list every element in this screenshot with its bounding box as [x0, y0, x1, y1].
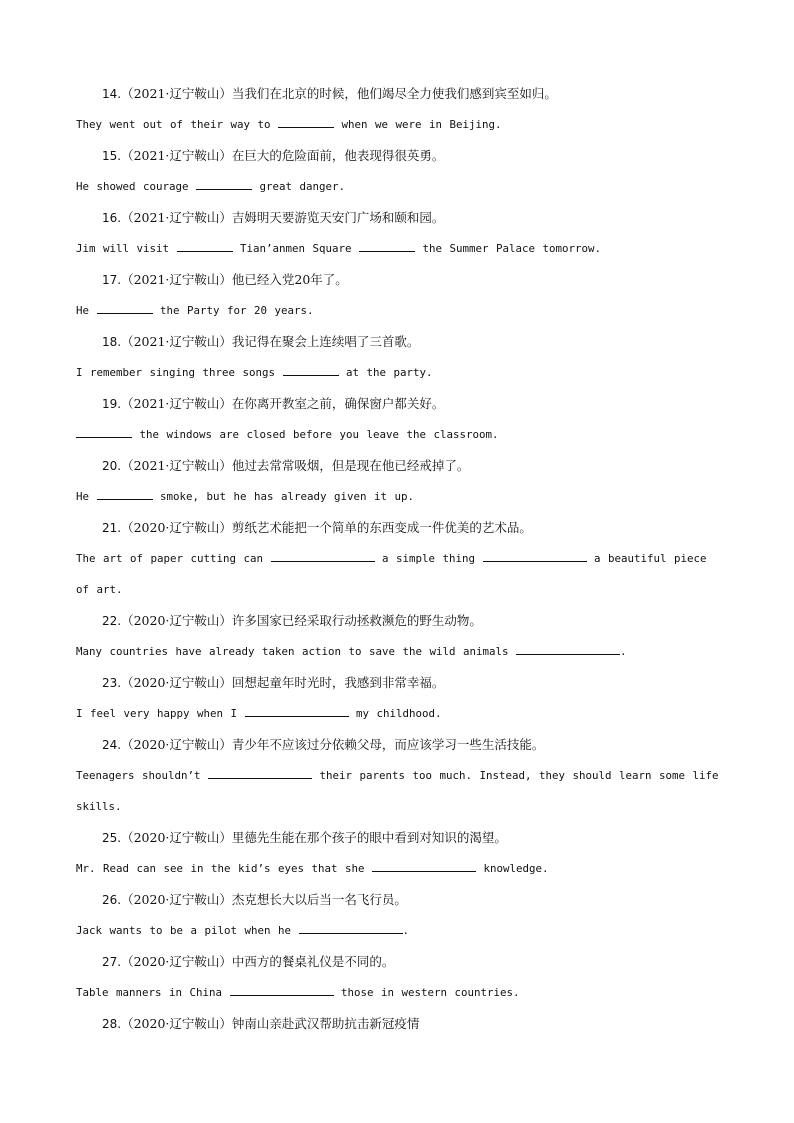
- question-source: （2020·辽宁鞍山）: [121, 892, 232, 907]
- question-number: 22.: [102, 614, 122, 628]
- question-number: 15.: [102, 149, 122, 163]
- question-source: （2021·辽宁鞍山）: [121, 210, 232, 225]
- question-prompt: [76, 822, 726, 853]
- english-text: .: [620, 645, 627, 658]
- question-14: [76, 78, 726, 140]
- question-english: [76, 109, 726, 140]
- english-text: those in western countries.: [333, 986, 520, 999]
- answer-blank[interactable]: [97, 303, 153, 314]
- question-source: （2020·辽宁鞍山）: [121, 1016, 232, 1031]
- question-english: [76, 853, 726, 884]
- english-text: He showed courage: [76, 180, 197, 193]
- answer-blank[interactable]: [372, 861, 476, 872]
- question-chinese: 在你离开教室之前，确保窗户都关好。: [231, 396, 445, 411]
- question-number: 23.: [102, 676, 122, 690]
- question-prompt: [76, 729, 726, 760]
- question-prompt: [76, 202, 726, 233]
- english-text: their parents too much. Instead, they should learn some life skills.: [76, 769, 719, 813]
- english-text: the Party for 20 years.: [152, 304, 314, 317]
- question-24: [76, 729, 726, 822]
- question-18: [76, 326, 726, 388]
- english-text: the windows are closed before you leave the classroom.: [132, 428, 499, 441]
- question-number: 16.: [102, 211, 122, 225]
- answer-blank[interactable]: [245, 706, 349, 717]
- question-chinese: 当我们在北京的时候，他们竭尽全力使我们感到宾至如归。: [231, 86, 557, 101]
- answer-blank[interactable]: [283, 365, 339, 376]
- question-28: [76, 1008, 726, 1039]
- question-number: 28.: [102, 1017, 122, 1031]
- answer-blank[interactable]: [299, 923, 403, 934]
- answer-blank[interactable]: [97, 489, 153, 500]
- question-19: [76, 388, 726, 450]
- question-source: （2020·辽宁鞍山）: [121, 613, 232, 628]
- answer-blank[interactable]: [271, 551, 375, 562]
- english-text: Jack wants to be a pilot when he: [76, 924, 299, 937]
- question-source: （2021·辽宁鞍山）: [121, 334, 232, 349]
- question-source: （2020·辽宁鞍山）: [121, 830, 232, 845]
- english-text: when we were in Beijing.: [334, 118, 502, 131]
- answer-blank[interactable]: [516, 644, 620, 655]
- question-prompt: [76, 667, 726, 698]
- english-text: The art of paper cutting can: [76, 552, 271, 565]
- question-english: [76, 977, 726, 1008]
- english-text: at the party.: [338, 366, 433, 379]
- answer-blank[interactable]: [208, 768, 312, 779]
- question-number: 21.: [102, 521, 122, 535]
- english-text: great danger.: [252, 180, 346, 193]
- english-text: my childhood.: [348, 707, 442, 720]
- question-number: 25.: [102, 831, 122, 845]
- english-text: They went out of their way to: [76, 118, 279, 131]
- question-chinese: 回想起童年时光时，我感到非常幸福。: [231, 675, 445, 690]
- question-source: （2020·辽宁鞍山）: [121, 520, 232, 535]
- english-text: I remember singing three songs: [76, 366, 283, 379]
- question-chinese: 青少年不应该过分依赖父母，而应该学习一些生活技能。: [231, 737, 545, 752]
- question-number: 26.: [102, 893, 122, 907]
- question-prompt: [76, 946, 726, 977]
- question-source: （2020·辽宁鞍山）: [121, 675, 232, 690]
- answer-blank[interactable]: [196, 179, 252, 190]
- question-source: （2021·辽宁鞍山）: [121, 458, 232, 473]
- answer-blank[interactable]: [483, 551, 587, 562]
- question-english: [76, 481, 726, 512]
- question-english: [76, 543, 726, 605]
- question-number: 18.: [102, 335, 122, 349]
- question-16: [76, 202, 726, 264]
- english-text: .: [402, 924, 410, 937]
- question-number: 27.: [102, 955, 122, 969]
- answer-blank[interactable]: [278, 117, 334, 128]
- english-text: Mr. Read can see in the kid’s eyes that she: [76, 862, 373, 875]
- question-number: 17.: [102, 273, 122, 287]
- question-chinese: 在巨大的危险面前，他表现得很英勇。: [231, 148, 445, 163]
- english-text: a simple thing: [374, 552, 483, 565]
- english-text: the Summer Palace tomorrow.: [415, 242, 602, 255]
- question-chinese: 他过去常常吸烟，但是现在他已经戒掉了。: [231, 458, 470, 473]
- english-text: Many countries have already taken action to save the wild animals: [76, 645, 517, 658]
- question-chinese: 我记得在聚会上连续唱了三首歌。: [231, 334, 420, 349]
- question-english: [76, 357, 726, 388]
- question-prompt: [76, 326, 726, 357]
- question-english: [76, 915, 726, 946]
- english-text: a beautiful piece of art.: [76, 552, 707, 596]
- question-number: 14.: [102, 87, 122, 101]
- question-15: [76, 140, 726, 202]
- question-prompt: [76, 450, 726, 481]
- question-chinese: 钟南山亲赴武汉帮助抗击新冠疫情: [231, 1016, 420, 1031]
- question-english: [76, 295, 726, 326]
- question-prompt: [76, 605, 726, 636]
- question-number: 24.: [102, 738, 122, 752]
- question-source: （2020·辽宁鞍山）: [121, 954, 232, 969]
- english-text: Teenagers shouldn’t: [76, 769, 209, 782]
- question-prompt: [76, 140, 726, 171]
- question-chinese: 里德先生能在那个孩子的眼中看到对知识的渴望。: [231, 830, 507, 845]
- question-chinese: 他已经入党20年了。: [231, 272, 348, 287]
- english-text: Table manners in China: [76, 986, 230, 999]
- english-text: knowledge.: [476, 862, 549, 875]
- question-20: [76, 450, 726, 512]
- question-prompt: [76, 78, 726, 109]
- question-list: [76, 78, 726, 1039]
- question-prompt: [76, 264, 726, 295]
- question-prompt: [76, 884, 726, 915]
- question-source: （2020·辽宁鞍山）: [121, 737, 232, 752]
- question-english: [76, 698, 726, 729]
- question-number: 20.: [102, 459, 122, 473]
- question-chinese: 许多国家已经采取行动拯救濒危的野生动物。: [231, 613, 482, 628]
- answer-blank[interactable]: [177, 241, 233, 252]
- question-26: [76, 884, 726, 946]
- question-english: [76, 171, 726, 202]
- answer-blank[interactable]: [230, 985, 334, 996]
- english-text: He: [76, 304, 97, 317]
- question-english: [76, 636, 726, 667]
- question-17: [76, 264, 726, 326]
- question-27: [76, 946, 726, 1008]
- answer-blank[interactable]: [76, 427, 132, 438]
- question-source: （2021·辽宁鞍山）: [121, 86, 232, 101]
- question-chinese: 中西方的餐桌礼仪是不同的。: [231, 954, 395, 969]
- question-english: [76, 760, 726, 822]
- question-english: [76, 233, 726, 264]
- question-chinese: 剪纸艺术能把一个简单的东西变成一件优美的艺术品。: [231, 520, 532, 535]
- english-text: Jim will visit: [76, 242, 177, 255]
- question-chinese: 吉姆明天要游览天安门广场和颐和园。: [231, 210, 445, 225]
- question-23: [76, 667, 726, 729]
- answer-blank[interactable]: [359, 241, 415, 252]
- question-21: [76, 512, 726, 605]
- english-text: I feel very happy when I: [76, 707, 245, 720]
- question-22: [76, 605, 726, 667]
- english-text: He: [76, 490, 97, 503]
- question-prompt: [76, 512, 726, 543]
- question-number: 19.: [102, 397, 122, 411]
- question-chinese: 杰克想长大以后当一名飞行员。: [231, 892, 407, 907]
- english-text: Tian’anmen Square: [232, 242, 360, 255]
- question-english: [76, 419, 726, 450]
- question-source: （2021·辽宁鞍山）: [121, 396, 232, 411]
- english-text: smoke, but he has already given it up.: [152, 490, 415, 503]
- question-prompt: [76, 1008, 726, 1039]
- question-prompt: [76, 388, 726, 419]
- question-source: （2021·辽宁鞍山）: [121, 148, 232, 163]
- question-source: （2021·辽宁鞍山）: [121, 272, 232, 287]
- question-25: [76, 822, 726, 884]
